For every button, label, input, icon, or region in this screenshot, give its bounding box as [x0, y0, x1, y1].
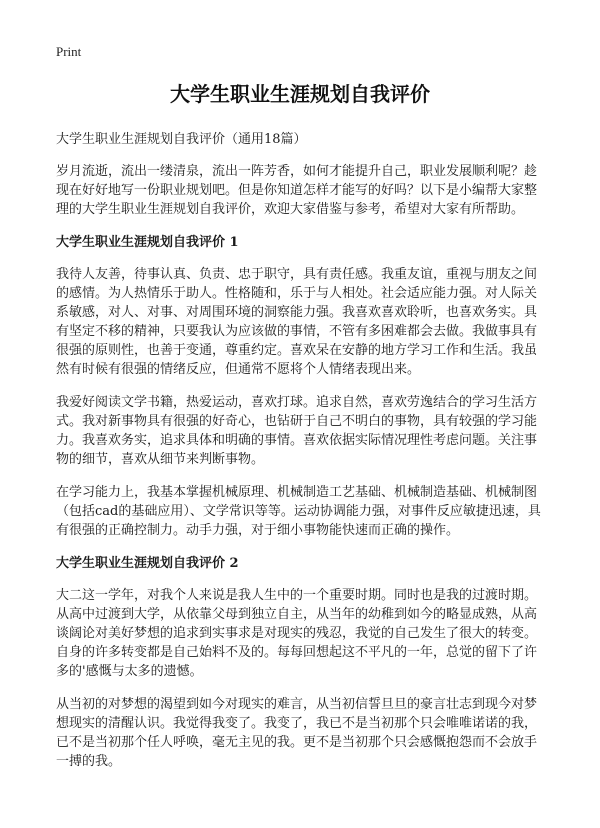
print-link[interactable]: Print — [56, 44, 82, 59]
section-heading-1: 大学生职业生涯规划自我评价 1 — [56, 235, 239, 250]
intro-paragraph: 岁月流逝，流出一缕清泉，流出一阵芳香，如何才能提升自己，职业发展顺利呢？趁现在好好地写一份职业规划吧。但是你知道怎样才能写的好吗？以下是小编帮大家整理的大学生职业生涯规划自我评价，欢迎大家借鉴与参考，希望对大家有所帮助。 — [56, 164, 538, 217]
section-1-paragraph: 我待人友善，待事认真、负责、忠于职守，具有责任感。我重友谊，重视与朋友之间的感情。为人热情乐于助人。性格随和，乐于与人相处。社会适应能力强。对人际关系敏感，对人、对事、对周围环境的洞察能力强。我喜欢喜欢聆听，也喜欢务实。具有坚定不移的精神，只要我认为应该做的事情，不管有多困难都会去做。我做事具有很强的原则性，也善于变通，尊重约定。喜欢呆在安静的地方学习工作和生活。我虽然有时候有很强的情绪反应，但通常不愿将个人情绪表现出来。 — [56, 267, 538, 377]
section-heading-2: 大学生职业生涯规划自我评价 2 — [56, 556, 239, 571]
section-1-paragraph: 我爱好阅读文学书籍，热爱运动，喜欢打球。追求自然，喜欢劳逸结合的学习生活方式。我对新事物具有很强的好奇心，也钻研于自己不明白的事物，具有较强的学习能力。我喜欢务实，追求具体和明确的事情。喜欢依据实际情况理性考虑问题。关注事物的细节，喜欢从细节来判断事物。 — [56, 395, 538, 467]
section-2-paragraph: 从当初的对梦想的渴望到如今对现实的难言，从当初信誓旦旦的豪言壮志到现今对梦想现实的清醒认识。我觉得我变了。我变了，我已不是当初那个只会唯唯诺诺的我，已不是当初那个任人呼唤，毫无主见的我。更不是当初那个只会感慨抱怨而不会放手一搏的我。 — [56, 697, 538, 769]
page-title: 大学生职业生涯规划自我评价 — [170, 82, 430, 106]
section-1-paragraph: 在学习能力上，我基本掌握机械原理、机械制造工艺基础、机械制造基础、机械制图（包括cad的基础应用）、文学常识等等。运动协调能力强，对事件反应敏捷迅速，具有很强的正确控制力。动手力强，对于细小事物能快速而正确的操作。 — [56, 485, 541, 538]
document-subtitle: 大学生职业生涯规划自我评价（通用18篇） — [56, 132, 307, 147]
section-2-paragraph: 大二这一学年，对我个人来说是我人生中的一个重要时期。同时也是我的过渡时期。从高中过渡到大学，从依靠父母到独立自主，从当年的幼稚到如今的略显成熟，从高谈阔论对美好梦想的追求到实事求是对现实的残忍，我觉的自己发生了很大的转变。自身的许多转变都是自己始料不及的。每每回想起这不平凡的一年，总觉的留下了许多的'感慨与太多的遗憾。 — [56, 588, 538, 679]
